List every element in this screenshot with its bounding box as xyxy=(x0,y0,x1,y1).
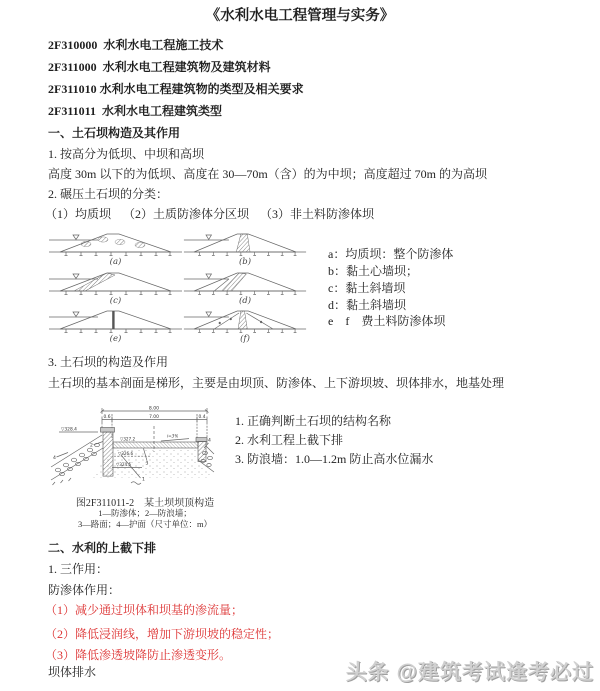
dim-mid-label: 7.00 xyxy=(149,414,159,420)
part-4-left-label: 4 xyxy=(53,456,56,461)
section2-tail: 坝体排水 xyxy=(48,665,97,679)
outline-item-2: 2F311000 水利水电工程建筑物及建筑材料 xyxy=(48,60,271,74)
dim-left-label: 0.6 xyxy=(103,414,111,420)
section2-red-item-2: （2）降低浸润线，增加下游坝坡的稳定性； xyxy=(45,627,280,641)
dam-diagram-a xyxy=(48,227,183,267)
section1-line4: 3. 土石坝的构造及作用 xyxy=(48,355,169,369)
dam-label-c: (c) xyxy=(109,296,122,306)
part-4-right-label: 4 xyxy=(208,438,211,444)
figure-caption-title: 图2F311011-2 某土坝坝顶构造 xyxy=(75,498,215,509)
dam-label-d: (d) xyxy=(238,296,252,306)
section1-line1: 1. 按高分为低坝、中坝和高坝 xyxy=(48,147,205,161)
elev-324-5-label: ▽324.5 xyxy=(116,462,132,467)
section1-line2: 高度 30m 以下的为低坝、高度在 30—70m（含）的为中坝；高度超过 70m 的为高坝 xyxy=(48,167,488,181)
dam-legend-a: a：均质坝：整个防渗体 xyxy=(328,247,454,261)
dim-right-label: 0.4 xyxy=(198,414,206,420)
dam-label-a: (a) xyxy=(109,257,122,267)
part-1-label: 1 xyxy=(142,477,145,483)
dam-d-sloping-core-svg xyxy=(183,266,307,296)
crest-figure-svg xyxy=(50,404,215,492)
page-title: 《水利水电工程管理与实务》 xyxy=(205,8,395,24)
figure-note-3: 3. 防浪墙：1.0—1.2m 防止高水位漏水 xyxy=(235,452,434,466)
section2-red-item-3: （3）降低渗透坡降防止渗透变形。 xyxy=(45,648,232,662)
elev-328-4-label: ▽328.4 xyxy=(61,427,77,433)
section1-line3: 2. 碾压土石坝的分类： xyxy=(48,187,169,201)
crest-figure xyxy=(50,404,215,497)
section2-heading: 二、水利的上截下排 xyxy=(48,541,157,555)
section1-heading: 一、土石坝构造及其作用 xyxy=(48,126,181,140)
figure-note-2: 2. 水利工程上截下排 xyxy=(235,433,344,447)
outline-item-3: 2F311010 水利水电工程建筑物的类型及相关要求 xyxy=(48,82,304,96)
dam-diagram-e xyxy=(48,304,183,344)
dim-total-label: 8.00 xyxy=(148,406,160,412)
figure-caption-line2: 1—防渗体；2—防浪墙； xyxy=(98,508,192,518)
figure-caption-line3: 3—路面；4—护面（尺寸单位：m） xyxy=(77,519,213,529)
figure-note-1: 1. 正确判断土石坝的结构名称 xyxy=(235,414,392,428)
dam-type-1: （1）均质坝 xyxy=(45,207,112,221)
part-2-label: 2 xyxy=(90,443,93,449)
dam-type-3: （3）非土料防渗体坝 xyxy=(260,207,375,221)
outline-item-1: 2F310000 水利水电工程施工技术 xyxy=(48,38,224,52)
dam-label-f: (f) xyxy=(240,334,250,344)
elev-326-6-label: ▽326.6 xyxy=(118,450,134,456)
dam-diagram-c xyxy=(48,266,183,306)
dam-legend-b: b：黏土心墙坝； xyxy=(328,264,419,278)
section1-line5: 土石坝的基本剖面是梯形，主要是由坝顶、防渗体、上下游坝坡、坝体排水，地基处理 xyxy=(48,376,505,390)
dam-diagram-f xyxy=(183,304,307,344)
section2-red-item-1: （1）减少通过坝体和坝基的渗流量； xyxy=(45,603,244,617)
dam-type-2: （2）土质防渗体分区坝 xyxy=(123,207,250,221)
dam-legend-d: d：黏土斜墙坝 xyxy=(328,298,407,312)
dam-label-b: (b) xyxy=(238,257,252,267)
section2-line1: 1. 三作用： xyxy=(48,562,109,576)
elev-327-2-label: ▽327.2 xyxy=(120,436,136,442)
dam-label-e: (e) xyxy=(109,334,122,344)
dam-c-sloping-wall-svg xyxy=(48,266,183,296)
dam-legend-c: c：黏土斜墙坝 xyxy=(328,281,406,295)
outline-item-4: 2F311011 水利水电工程建筑类型 xyxy=(48,104,223,118)
slope-label: i=3% xyxy=(167,433,179,439)
dam-e-diaphragm-svg xyxy=(48,304,183,334)
dam-diagram-b xyxy=(183,227,307,267)
dam-f-nonsoil-core-svg xyxy=(183,304,307,334)
dam-b-core-wall-svg xyxy=(183,227,307,257)
dam-diagram-d xyxy=(183,266,307,306)
dam-legend-ef: e f 费土料防渗体坝 xyxy=(328,314,446,328)
section2-line2: 防渗体作用： xyxy=(48,583,121,597)
part-3-label: 3 xyxy=(145,461,149,467)
watermark: 头条 @建筑考试逢考必过 xyxy=(345,661,594,684)
dam-a-homogeneous-svg xyxy=(48,227,183,257)
